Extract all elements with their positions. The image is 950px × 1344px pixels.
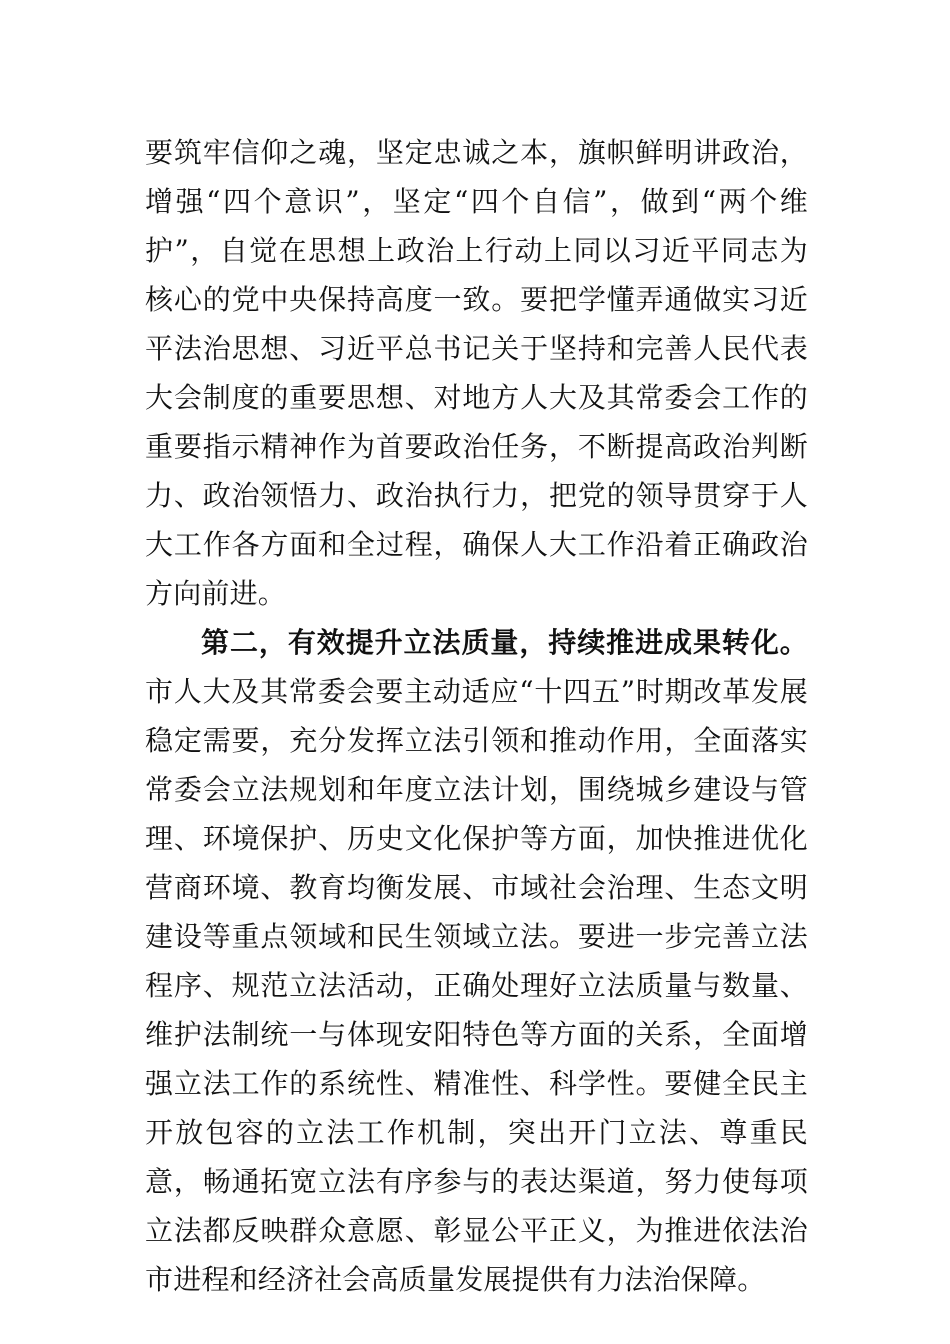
paragraph-second-point xyxy=(145,618,808,1304)
paragraph-continued xyxy=(145,128,808,618)
paragraph-text: 要筑牢信仰之魂，坚定忠诚之本，旗帜鲜明讲政治，增强“四个意识”，坚定“四个自信”，做到“两个维护”，自觉在思想上政治上行动上同以习近平同志为核心的党中央保持高度一致。要把学懂弄通做实习近平法治思想、习近平总书记关于坚持和完善人民代表大会制度的重要思想、对地方人大及其常委会工作的重要指示精神作为首要政治任务，不断提高政治判断力、政治领悟力、政治执行力，把党的领导贯穿于人大工作各方面和全过程，确保人大工作沿着正确政治方向前进。 xyxy=(145,136,808,610)
document-body xyxy=(145,128,808,1304)
paragraph-lead-heading: 第二，有效提升立法质量，持续推进成果转化。 xyxy=(201,626,808,659)
paragraph-text: 市人大及其常委会要主动适应“十四五”时期改革发展稳定需要，充分发挥立法引领和推动作用，全面落实常委会立法规划和年度立法计划，围绕城乡建设与管理、环境保护、历史文化保护等方面，加快推进优化营商环境、教育均衡发展、市域社会治理、生态文明建设等重点领域和民生领域立法。要进一步完善立法程序、规范立法活动，正确处理好立法质量与数量、维护法制统一与体现安阳特色等方面的关系，全面增强立法工作的系统性、精准性、科学性。要健全民主开放包容的立法工作机制，突出开门立法、尊重民意，畅通拓宽立法有序参与的表达渠道，努力使每项立法都反映群众意愿、彰显公平正义，为推进依法治市进程和经济社会高质量发展提供有力法治保障。 xyxy=(145,675,808,1296)
